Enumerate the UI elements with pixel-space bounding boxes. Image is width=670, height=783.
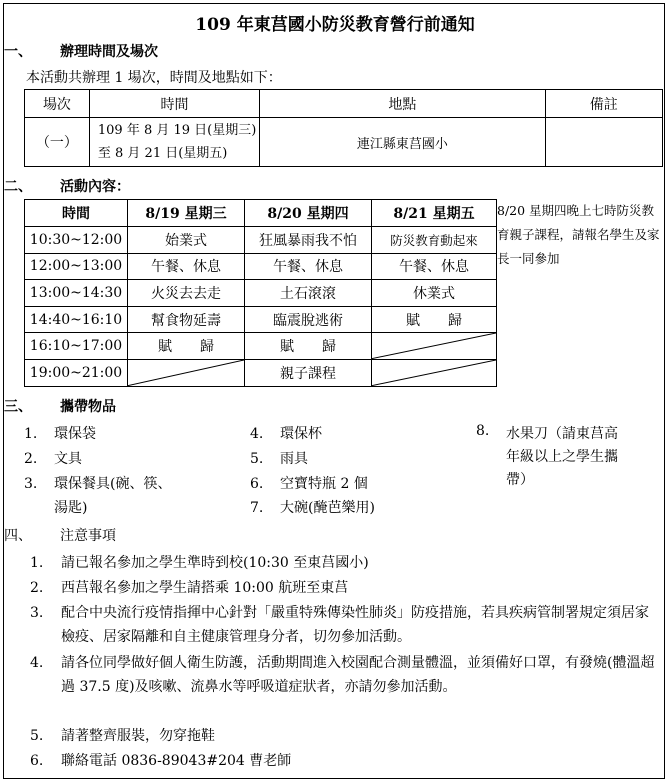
- activity-cell: 臨震脫逃術: [245, 306, 372, 333]
- activity-header-day1: 8/19 星期三: [128, 200, 245, 227]
- section-2-heading: [4, 176, 130, 196]
- activity-cell: 午餐、休息: [128, 253, 245, 280]
- header-remark: 備註: [545, 90, 662, 118]
- page-title: 109 年東莒國小防災教育營行前通知: [195, 15, 475, 35]
- schedule-table: [24, 89, 663, 167]
- activity-row: [25, 333, 497, 360]
- empty-slash-cell: [128, 359, 245, 386]
- activity-header-day2: 8/20 星期四: [245, 200, 372, 227]
- activity-cell: 親子課程: [245, 359, 372, 386]
- activity-cell: 土石滾滾: [245, 280, 372, 307]
- activity-cell: 始業式: [128, 227, 245, 254]
- place-cell: 連江縣東莒國小: [260, 118, 545, 167]
- section-4-heading: [4, 525, 116, 545]
- time-cell: [89, 118, 259, 167]
- item-line: 年級以上之學生攜: [506, 449, 618, 465]
- item-list-continuation: 湯匙): [54, 500, 88, 516]
- section-1-number: 一、: [4, 44, 32, 60]
- activity-cell: 防災教育動起來: [372, 227, 497, 254]
- item-list-multiline: [506, 423, 618, 492]
- activity-header-day3: 8/21 星期五: [372, 200, 497, 227]
- section-3-number: 三、: [4, 399, 32, 415]
- activity-cell: 火災去去走: [128, 280, 245, 307]
- item-list-entry: 5. 雨具: [250, 451, 308, 467]
- section-2-number: 二、: [4, 179, 32, 195]
- activity-row: [25, 306, 497, 333]
- session-cell: （一）: [25, 118, 90, 167]
- item-list-entry: 4. 環保杯: [250, 426, 322, 442]
- empty-slash-cell: [372, 333, 497, 360]
- section-4-title: 注意事項: [60, 528, 116, 544]
- activity-cell: 賦 歸: [128, 333, 245, 360]
- activity-time: 12:00~13:00: [25, 253, 128, 280]
- time-line-1: 109 年 8 月 19 日(星期三): [97, 123, 257, 138]
- activity-time: 10:30~12:00: [25, 227, 128, 254]
- section-3-title: 攜帶物品: [60, 399, 116, 415]
- activity-row: [25, 227, 497, 254]
- activity-cell: 午餐、休息: [245, 253, 372, 280]
- section-2-title: 活動內容：: [60, 179, 130, 195]
- diagonal-line: [372, 360, 496, 386]
- activity-cell: 休業式: [372, 280, 497, 307]
- item-list-entry: 8.: [476, 423, 490, 439]
- section-1-heading: [4, 41, 158, 61]
- empty-slash-cell: [372, 359, 497, 386]
- activity-cell: 幫食物延壽: [128, 306, 245, 333]
- header-time: 時間: [89, 90, 259, 118]
- activity-header-time: 時間: [25, 200, 128, 227]
- activity-time: 19:00~21:00: [25, 359, 128, 386]
- section-1-title: 辦理時間及場次: [60, 44, 158, 60]
- diagonal-line: [372, 333, 496, 359]
- activity-time: 16:10~17:00: [25, 333, 128, 360]
- remark-cell: [545, 118, 662, 167]
- activity-cell: 狂風暴雨我不怕: [245, 227, 372, 254]
- item-list-entry: 1. 環保袋: [24, 426, 96, 442]
- activity-time: 13:00~14:30: [25, 280, 128, 307]
- item-list-entry: 2. 文具: [24, 451, 82, 467]
- header-place: 地點: [260, 90, 545, 118]
- item-list-entry: 7. 大碗(醃芭樂用): [250, 500, 375, 516]
- item-list-entry: 6. 空寶特瓶 2 個: [250, 476, 368, 492]
- activity-row: [25, 280, 497, 307]
- section-4-number: 四、: [4, 528, 32, 544]
- section-3-heading: [4, 396, 116, 416]
- activity-cell: 午餐、休息: [372, 253, 497, 280]
- section-1-intro: 本活動共辦理 1 場次，時間及地點如下：: [26, 70, 282, 86]
- activity-table: [24, 199, 497, 387]
- item-line: 水果刀（請東莒高: [506, 426, 618, 442]
- item-line: 帶）: [506, 472, 534, 488]
- time-line-2: 至 8 月 21 日(星期五): [97, 146, 228, 161]
- activity-row: [25, 359, 497, 386]
- activity-time: 14:40~16:10: [25, 306, 128, 333]
- header-session: 場次: [25, 90, 90, 118]
- activity-row: [25, 253, 497, 280]
- parent-session-note: 8/20 星期四晚上七時防災教育親子課程，請報名學生及家長一同參加: [497, 203, 660, 266]
- item-list-entry: 3. 環保餐具(碗、筷、: [24, 476, 172, 492]
- activity-cell: 賦 歸: [245, 333, 372, 360]
- activity-cell: 賦 歸: [372, 306, 497, 333]
- diagonal-line: [128, 360, 244, 386]
